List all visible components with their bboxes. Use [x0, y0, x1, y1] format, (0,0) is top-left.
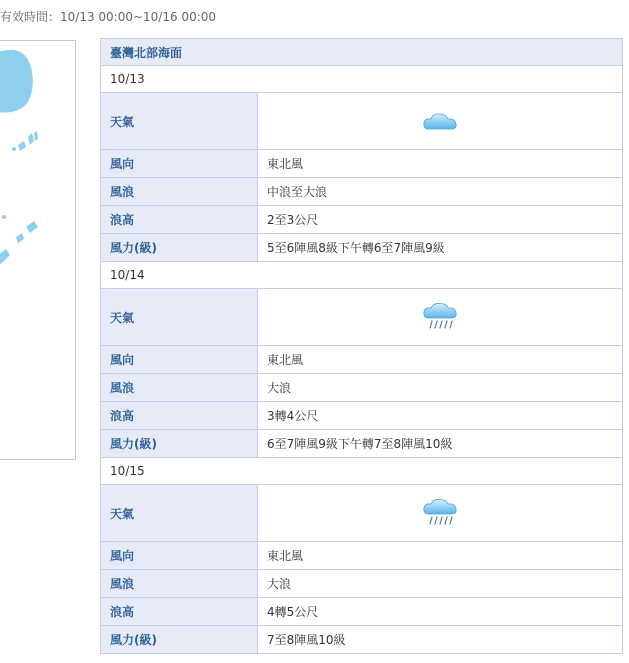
weather-icon-cell [258, 485, 623, 542]
wind-force-label: 風力(級) [101, 626, 258, 654]
wind-direction-value: 東北風 [258, 542, 623, 570]
rain-icon [422, 498, 458, 528]
forecast-date: 10/13 [101, 66, 623, 93]
wind-wave-value: 中浪至大浪 [258, 178, 623, 206]
forecast-date: 10/14 [101, 262, 623, 289]
weather-label: 天氣 [101, 485, 258, 542]
wind-wave-label: 風浪 [101, 178, 258, 206]
area-title: 臺灣北部海面 [101, 39, 623, 66]
wave-height-label: 浪高 [101, 402, 258, 430]
wind-force-value: 5至6陣風8級下午轉6至7陣風9級 [258, 234, 623, 262]
weather-icon-cell [258, 289, 623, 346]
wind-wave-label: 風浪 [101, 374, 258, 402]
validity-time: 有效時間：10/13 00:00~10/16 00:00 [0, 10, 217, 24]
weather-label: 天氣 [101, 93, 258, 150]
map-graphic [0, 41, 76, 460]
wind-direction-label: 風向 [101, 542, 258, 570]
forecast-date: 10/15 [101, 458, 623, 485]
weather-label: 天氣 [101, 289, 258, 346]
wave-height-value: 2至3公尺 [258, 206, 623, 234]
wind-wave-value: 大浪 [258, 570, 623, 598]
wind-force-value: 6至7陣風9級下午轉7至8陣風10級 [258, 430, 623, 458]
wave-height-label: 浪高 [101, 206, 258, 234]
wind-force-label: 風力(級) [101, 430, 258, 458]
wind-direction-value: 東北風 [258, 150, 623, 178]
wind-direction-label: 風向 [101, 150, 258, 178]
sea-area-map[interactable] [0, 40, 76, 460]
wave-height-value: 3轉4公尺 [258, 402, 623, 430]
forecast-table [100, 38, 623, 654]
wind-direction-value: 東北風 [258, 346, 623, 374]
wind-direction-label: 風向 [101, 346, 258, 374]
cloudy-icon [422, 110, 458, 132]
wave-height-label: 浪高 [101, 598, 258, 626]
rain-icon [422, 302, 458, 332]
weather-icon-cell [258, 93, 623, 150]
wind-wave-value: 大浪 [258, 374, 623, 402]
wind-force-label: 風力(級) [101, 234, 258, 262]
wind-force-value: 7至8陣風10級 [258, 626, 623, 654]
wave-height-value: 4轉5公尺 [258, 598, 623, 626]
wind-wave-label: 風浪 [101, 570, 258, 598]
